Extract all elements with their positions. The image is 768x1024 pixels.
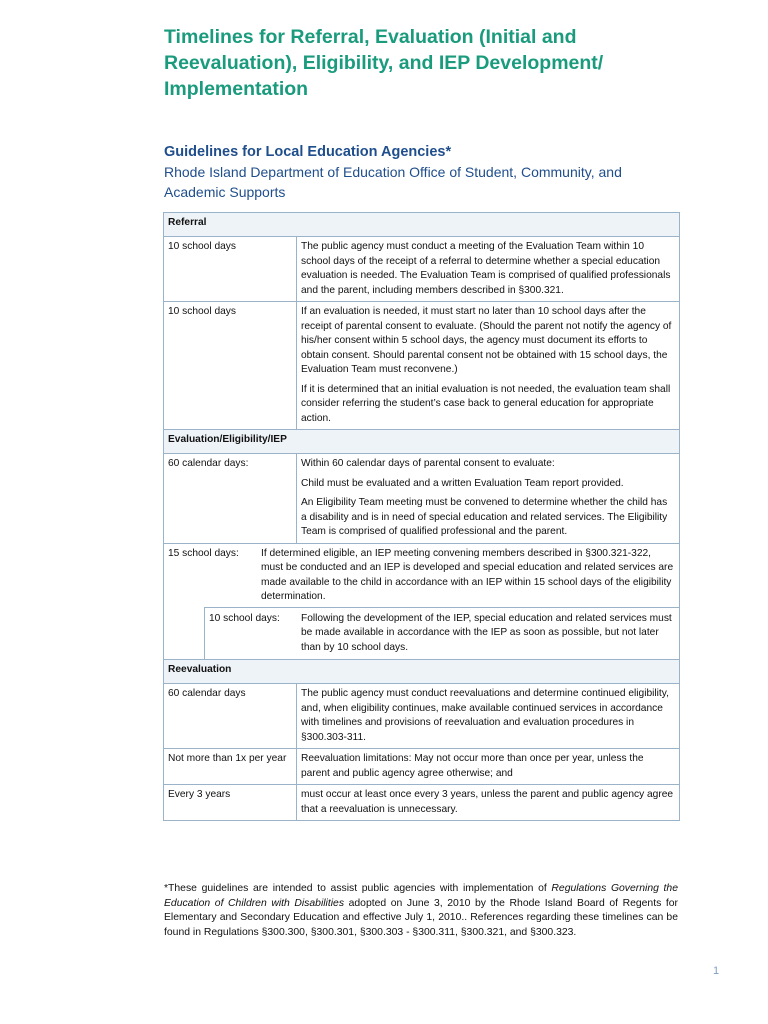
title-line-1: Timelines for Referral, Evaluation (Initial and xyxy=(164,26,577,48)
timeline-description xyxy=(297,237,680,302)
timeline-label: 10 school days xyxy=(164,302,297,430)
description-paragraph: The public agency must conduct a meeting of the Evaluation Team within 10 school days of the receipt of a referral to determine whether a special education evaluation is needed. The Evaluation Team is comprised of qualified professionals and the parent, including members described in §300.321. xyxy=(301,241,671,296)
guidelines-heading: Guidelines for Local Education Agencies* xyxy=(164,144,452,160)
document-title xyxy=(164,24,664,102)
page-number: 1 xyxy=(713,965,720,977)
timeline-label: 60 calendar days: xyxy=(164,454,297,544)
description-paragraph: Within 60 calendar days of parental consent to evaluate: xyxy=(301,458,555,469)
timeline-label: 10 school days: xyxy=(209,612,280,624)
document-subtitle xyxy=(164,142,724,202)
evaluation-section-header: Evaluation/Eligibility/IEP xyxy=(164,430,680,454)
table-row xyxy=(164,608,680,660)
table-row xyxy=(164,749,680,785)
title-line-3: Implementation xyxy=(164,78,309,100)
footnote xyxy=(164,882,678,940)
timeline-description xyxy=(297,454,680,544)
table-row xyxy=(164,543,680,608)
timeline-label: 60 calendar days xyxy=(164,684,297,749)
section-header-row xyxy=(164,660,680,684)
description-paragraph: If an evaluation is needed, it must start no later than 10 school days after the receipt of parental consent to evaluate. (Should the parent not notify the agency of his/her consent within 5 school days, the agency must document its efforts to obtain consent. Should parental consent not be obtained with 15 school days, the Evaluation Team must reconvene.) xyxy=(301,306,672,375)
services-timeline-cell xyxy=(164,608,680,660)
department-line-1: Rhode Island Department of Education Office of Student, Community, and xyxy=(164,164,622,180)
table-row xyxy=(164,684,680,749)
timeline-description: The public agency must conduct reevaluations and determine continued eligibility, and, when eligibility continues, make available continued services in accordance with timelines and provisions of reevaluation and evaluation procedures in §300.303-311. xyxy=(297,684,680,749)
section-header-row xyxy=(164,430,680,454)
footnote-text-continued: adopted on June 3, 2010 by the Rhode Island Board of Regents for Elementary and Secondary Education and effective July 1, 2010.. References regarding these timelines can be found in Regulations §300.300, §300.301, §300.303 - §300.311, §300.321, and §300.323. xyxy=(164,897,678,938)
section-header-row xyxy=(164,213,680,237)
timeline-label: 15 school days: xyxy=(168,547,239,559)
title-line-2: Reevaluation), Eligibility, and IEP Development/ xyxy=(164,52,604,74)
table-row xyxy=(164,237,680,302)
timelines-table xyxy=(163,212,680,821)
table-row xyxy=(164,302,680,430)
iep-timeline-cell xyxy=(164,543,680,608)
department-line-2: Academic Supports xyxy=(164,184,286,200)
description-paragraph: Child must be evaluated and a written Evaluation Team report provided. xyxy=(301,477,624,489)
timeline-label: 10 school days xyxy=(164,237,297,302)
description-paragraph: An Eligibility Team meeting must be convened to determine whether the child has a disability and is in need of special education and related services. The Eligibility Team is comprised of qualified professional and the parent. xyxy=(301,497,668,537)
timeline-description: Following the development of the IEP, special education and related services must be made available in accordance with the IEP as soon as possible, but not later than by 10 school days. xyxy=(301,612,672,653)
timeline-description: must occur at least once every 3 years, unless the parent and public agency agree that a reevaluation is unnecessary. xyxy=(297,785,680,821)
timeline-description xyxy=(297,302,680,430)
timeline-description: Reevaluation limitations: May not occur more than once per year, unless the parent and public agency agree otherwise; and xyxy=(297,749,680,785)
timeline-description: If determined eligible, an IEP meeting convening members described in §300.321-322, must be conducted and an IEP is developed and special education and related services are made available to the child in accordance with an IEP within 15 school days of the eligibility determination. xyxy=(261,547,674,602)
footnote-text: *These guidelines are intended to assist public agencies with implementation of xyxy=(164,883,552,894)
table-row xyxy=(164,454,680,544)
regulations-title: Regulations Governing the Education of Children with Disabilities xyxy=(164,883,678,909)
reevaluation-section-header: Reevaluation xyxy=(164,660,680,684)
timeline-label: Every 3 years xyxy=(164,785,297,821)
description-paragraph: If it is determined that an initial evaluation is not needed, the evaluation team shall consider referring the student’s case back to general education for appropriate action. xyxy=(301,383,671,424)
table-row xyxy=(164,785,680,821)
referral-section-header: Referral xyxy=(164,213,680,237)
timeline-label: Not more than 1x per year xyxy=(164,749,297,785)
